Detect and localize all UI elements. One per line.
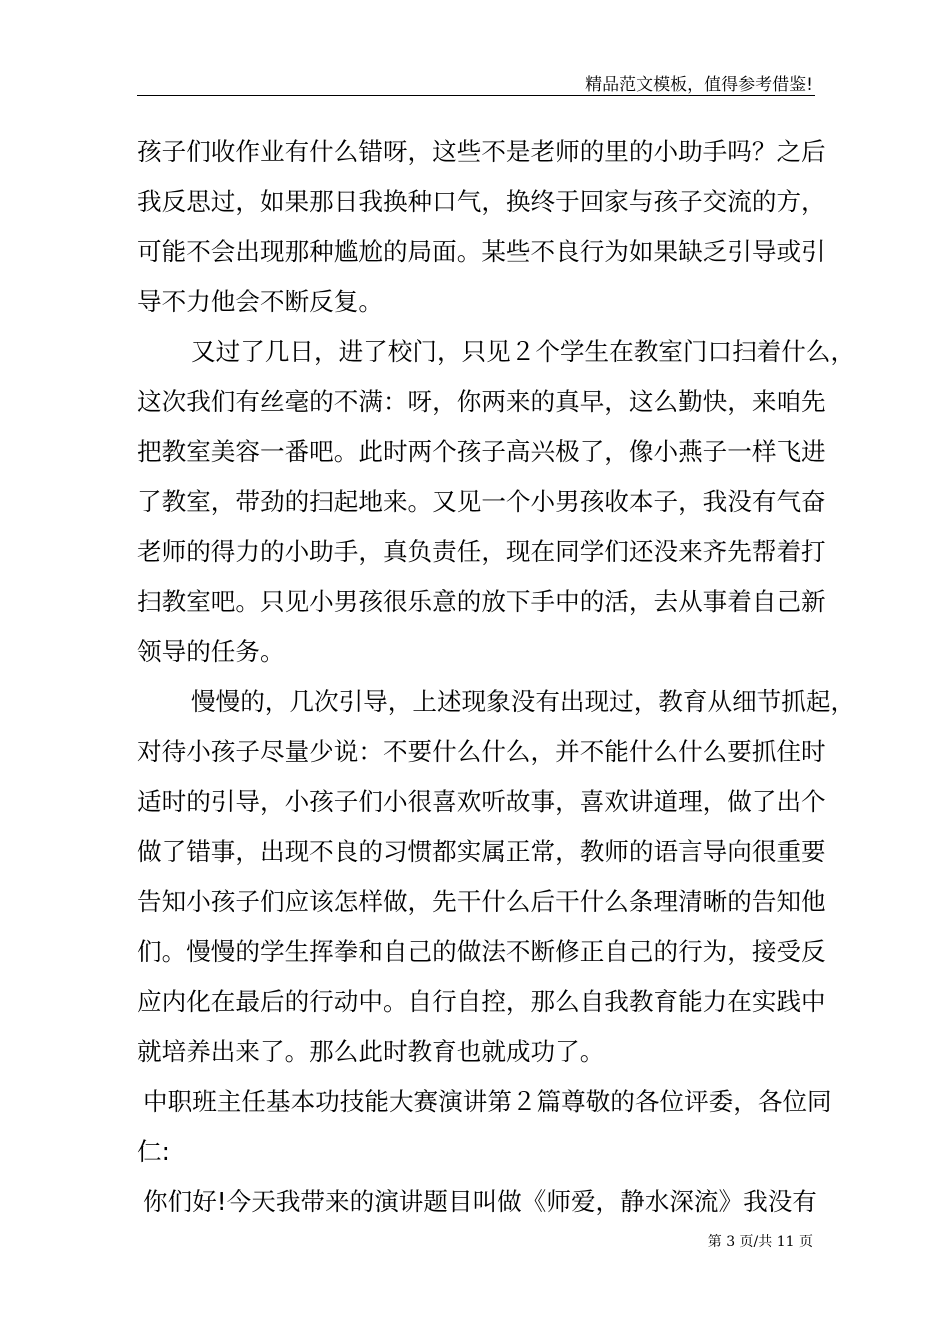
- text-line: 适时的引导，小孩子们小很喜欢听故事，喜欢讲道理，做了出个: [137, 787, 826, 816]
- text-line: 们。慢慢的学生挥拳和自己的做法不断修正自己的行为，接受反: [137, 937, 826, 966]
- header-title: 精品范文模板，值得参考借鉴!: [585, 75, 813, 95]
- page-number: 第 3 页/共 11 页: [707, 1234, 813, 1250]
- section-heading-line: 中职班主任基本功技能大赛演讲第２篇尊敬的各位评委，各位同: [143, 1087, 832, 1116]
- text-line: 扫教室吧。只见小男孩很乐意的放下手中的活，去从事着自己新: [137, 587, 826, 616]
- text-line: 应内化在最后的行动中。自行自控，那么自我教育能力在实践中: [137, 987, 826, 1016]
- text-line: 我反思过，如果那日我换种口气，换终于回家与孩子交流的方，: [137, 187, 826, 216]
- text-line: 领导的任务。: [137, 637, 285, 666]
- text-line: 可能不会出现那种尴尬的局面。某些不良行为如果缺乏引导或引: [137, 237, 826, 266]
- text-line: 对待小孩子尽量少说：不要什么什么，并不能什么什么要抓住时: [137, 737, 826, 766]
- text-line: 做了错事，出现不良的习惯都实属正常，教师的语言导向很重要: [137, 837, 826, 866]
- text-line: 仁:: [137, 1137, 170, 1166]
- text-line: 老师的得力的小助手，真负责任，现在同学们还没来齐先帮着打: [137, 537, 826, 566]
- text-line: 你们好!今天我带来的演讲题目叫做《师爱，静水深流》我没有: [143, 1187, 817, 1216]
- text-line: 这次我们有丝毫的不满：呀，你两来的真早，这么勤快，来咱先: [137, 387, 826, 416]
- text-line: 孩子们收作业有什么错呀，这些不是老师的里的小助手吗？之后: [137, 137, 826, 166]
- text-line: 把教室美容一番吧。此时两个孩子高兴极了，像小燕子一样飞进: [137, 437, 826, 466]
- text-line: 就培养出来了。那么此时教育也就成功了。: [137, 1037, 605, 1066]
- header-divider: [137, 95, 815, 96]
- text-line: 告知小孩子们应该怎样做，先干什么后干什么条理清晰的告知他: [137, 887, 826, 916]
- text-line: 了教室，带劲的扫起地来。又见一个小男孩收本子，我没有气奋: [137, 487, 826, 516]
- text-line: 又过了几日，进了校门，只见２个学生在教室门口扫着什么，: [191, 337, 856, 366]
- text-line: 慢慢的，几次引导，上述现象没有出现过，教育从细节抓起，: [191, 687, 856, 716]
- text-line: 导不力他会不断反复。: [137, 287, 383, 316]
